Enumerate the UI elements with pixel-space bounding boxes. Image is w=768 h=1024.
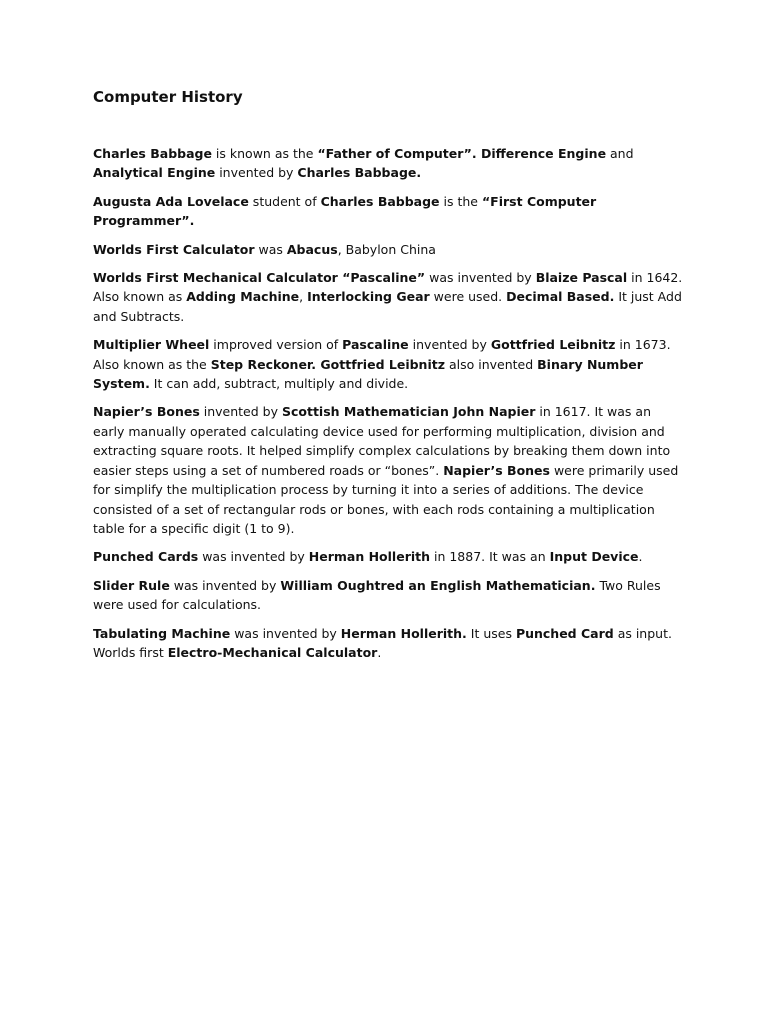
text-run: and xyxy=(606,146,634,161)
bold-text: Herman Hollerith xyxy=(308,549,431,565)
bold-text: Pascaline xyxy=(342,337,409,353)
bold-text: Scottish Mathematician John Napier xyxy=(281,404,536,420)
bold-text: Charles Babbage xyxy=(320,193,440,209)
bold-text: Binary Number System. xyxy=(93,356,643,392)
text-run: It uses xyxy=(466,625,516,641)
paragraph-tabulating-machine xyxy=(93,624,683,663)
text-run: in 1673. Also known as the xyxy=(93,337,671,372)
bold-text: Tabulating Machine xyxy=(93,625,231,641)
text-run: was xyxy=(254,241,287,257)
paragraph-lovelace xyxy=(93,192,683,231)
paragraph-napiers-bones xyxy=(93,402,683,538)
bold-text: Napier’s Bones xyxy=(443,462,550,478)
text-run: It can add, subtract, multiply and divide. xyxy=(149,376,409,392)
bold-text: Decimal Based. xyxy=(506,289,615,305)
text-run: invented by xyxy=(215,165,298,181)
bold-text: Blaize Pascal xyxy=(535,270,628,286)
text-run: . xyxy=(638,549,643,565)
bold-text: Step Reckoner. Gottfried Leibnitz xyxy=(210,356,445,372)
paragraph-babbage xyxy=(93,144,683,183)
text-run: improved version of xyxy=(209,337,343,353)
bold-text: William Oughtred an English Mathematician. xyxy=(280,577,596,593)
bold-text: Augusta Ada Lovelace xyxy=(93,193,249,209)
text-run: were primarily used for simplify the multiplication process by turning it into a series of additions. The device consisted of a set of rectangular rods or bones, with each rods containing a multiplication table for a specific digit (1 to 9). xyxy=(93,462,679,536)
bold-text: Worlds First Calculator xyxy=(93,241,255,257)
paragraph-slider-rule xyxy=(93,576,683,615)
bold-text: Adding Machine xyxy=(186,289,300,305)
text-run: was invented by xyxy=(169,577,281,593)
bold-text: Charles Babbage xyxy=(93,146,212,161)
text-run: as input. Worlds first xyxy=(93,625,672,660)
text-run: . xyxy=(377,644,382,660)
text-run: in 1642. Also known as xyxy=(93,270,683,305)
bold-text: Interlocking Gear xyxy=(307,289,430,305)
text-run: is the xyxy=(439,193,482,209)
text-run: , xyxy=(299,289,308,305)
text-run: was invented by xyxy=(425,270,536,286)
bold-text: Punched Card xyxy=(515,625,614,641)
bold-text: Input Device xyxy=(549,549,639,565)
document-title: Computer History xyxy=(93,88,243,106)
text-run: Two Rules were used for calculations. xyxy=(93,577,661,613)
bold-text: Slider Rule xyxy=(93,577,170,593)
document-body xyxy=(93,86,683,671)
text-run: in 1887. It was an xyxy=(430,549,550,565)
bold-text: Multiplier Wheel xyxy=(93,337,210,353)
text-run: in 1617. It was an early manually operated calculating device used for performing multiplication, division and extracting square roots. It helped simplify complex calculations by breaking them down into easier steps using a set of numbered roads or “bones”. xyxy=(93,404,671,478)
text-run: student of xyxy=(248,193,321,209)
bold-text: Charles Babbage. xyxy=(297,165,422,181)
paragraph-list xyxy=(93,144,683,662)
bold-text: Punched Cards xyxy=(93,549,199,565)
text-run: is known as the xyxy=(211,146,318,161)
text-run: was invented by xyxy=(230,625,341,641)
paragraph-pascaline xyxy=(93,268,683,326)
text-run: was invented by xyxy=(198,549,309,565)
bold-text: Analytical Engine xyxy=(93,165,216,181)
paragraph-multiplier-wheel xyxy=(93,335,683,393)
text-run: invented by xyxy=(408,337,491,353)
text-run: invented by xyxy=(199,404,282,420)
paragraph-punched-cards xyxy=(93,547,683,566)
bold-text: Abacus xyxy=(286,241,338,257)
text-run: also invented xyxy=(444,356,538,372)
text-run: It just Add and Subtracts. xyxy=(93,289,682,324)
bold-text: “First Computer Programmer”. xyxy=(93,193,597,229)
bold-text: Herman Hollerith. xyxy=(340,625,467,641)
bold-text: “Father of Computer”. Difference Engine xyxy=(317,146,607,161)
bold-text: Gottfried Leibnitz xyxy=(490,337,616,353)
text-run: were used. xyxy=(429,289,507,305)
bold-text: Electro-Mechanical Calculator xyxy=(167,644,378,660)
text-run: , Babylon China xyxy=(337,241,436,257)
bold-text: Napier’s Bones xyxy=(93,404,200,420)
bold-text: Worlds First Mechanical Calculator “Pascaline” xyxy=(93,270,426,286)
paragraph-abacus xyxy=(93,240,683,259)
